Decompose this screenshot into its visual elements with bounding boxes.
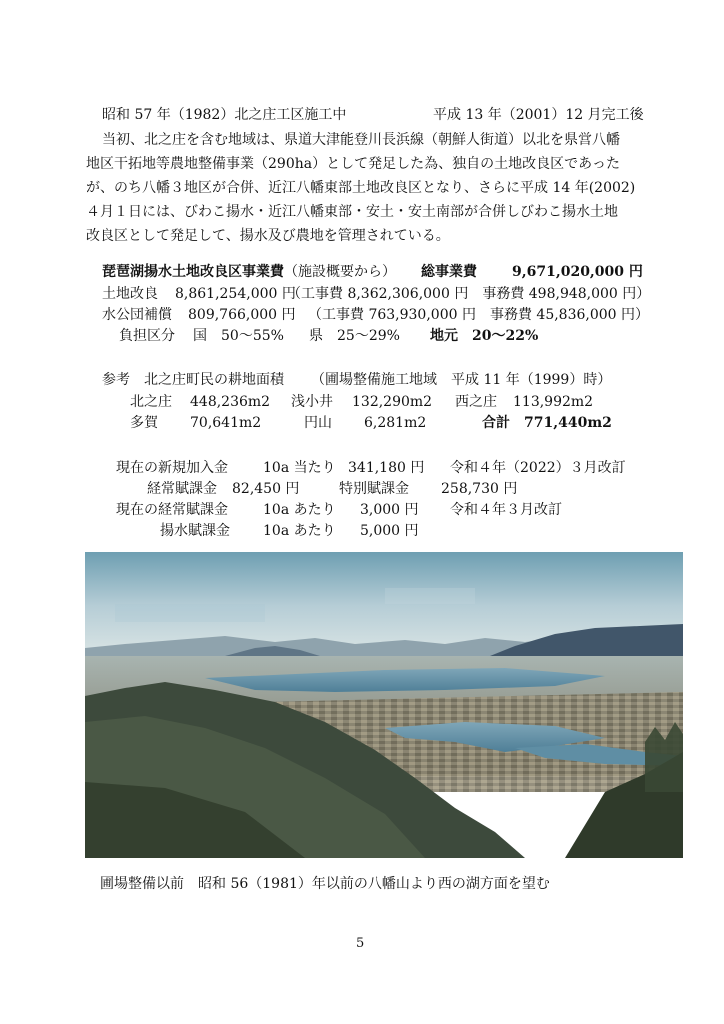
ref-taga-val: 70,641m2 <box>190 415 262 431</box>
ref-total-label: 合計 <box>482 415 510 431</box>
paragraph-line-1: 当初、北之庄を含む地域は、県道大津能登川長浜線（朝鮮人街道）以北を県営八幡 <box>102 132 620 148</box>
share-nation: 国 50～55% <box>193 328 284 344</box>
share-label: 負担区分 <box>119 328 175 344</box>
share-local: 地元 20～22% <box>430 328 539 344</box>
ref-maruyama-val: 6,281m2 <box>364 415 427 431</box>
water-label: 水公団補償 <box>102 307 172 323</box>
reference-note: （圃場整備施工地域 平成 11 年（1999）時） <box>311 372 612 388</box>
share-pref: 県 25～29% <box>309 328 400 344</box>
paragraph-line-4: ４月１日には、びわこ揚水・近江八幡東部・安土・安土南部が合併しびわこ揚水土地 <box>86 204 618 220</box>
fee-pump-label: 揚水賦課金 <box>160 523 230 539</box>
ref-nishinosho-name: 西之庄 <box>455 394 497 410</box>
land-value: 8,861,254,000 円 <box>175 286 296 302</box>
fee-current-val: 3,000 円 <box>360 502 419 518</box>
project-total-value: 9,671,020,000 円 <box>512 264 643 280</box>
project-title: 琵琶湖揚水土地改良区事業費 <box>102 264 284 280</box>
fee-new-val: 341,180 円 <box>348 460 425 476</box>
ref-taga-name: 多賀 <box>130 415 158 431</box>
landscape-photo <box>85 552 683 858</box>
reference-title: 参考 北之庄町民の耕地面積 <box>102 372 284 388</box>
water-detail: （工事費 763,930,000 円 事務費 45,836,000 円） <box>308 307 650 323</box>
ref-total-val: 771,440m2 <box>524 415 612 431</box>
fee-new-label: 現在の新規加入金 <box>116 460 228 476</box>
header-right: 平成 13 年（2001）12 月完工後 <box>433 107 644 123</box>
ref-kitanosho-val: 448,236m2 <box>190 394 271 410</box>
land-label: 土地改良 <box>102 286 158 302</box>
ref-nishinosho-val: 113,992m2 <box>513 394 594 410</box>
photo-caption: 圃場整備以前 昭和 56（1981）年以前の八幡山より西の湖方面を望む <box>100 876 550 892</box>
ref-asakoi-name: 浅小井 <box>291 394 333 410</box>
fee-special-label: 特別賦課金 <box>339 481 409 497</box>
land-detail: （工事費 8,362,306,000 円 事務費 498,948,000 円） <box>287 286 651 302</box>
fee-regular-label: 経常賦課金 <box>147 481 217 497</box>
paragraph-line-3: が、のち八幡３地区が合併、近江八幡東部土地改良区となり、さらに平成 14 年(2002) <box>86 180 636 196</box>
water-value: 809,766,000 円 <box>188 307 296 323</box>
fee-regular-val: 82,450 円 <box>232 481 300 497</box>
page-number: 5 <box>356 936 365 951</box>
fee-pump-val: 5,000 円 <box>360 523 419 539</box>
fee-special-val: 258,730 円 <box>441 481 518 497</box>
ref-asakoi-val: 132,290m2 <box>352 394 433 410</box>
paragraph-line-2: 地区干拓地等農地整備事業（290ha）として発足した為、独自の土地改良区であった <box>86 156 620 172</box>
ref-maruyama-name: 円山 <box>304 415 332 431</box>
project-title-note: （施設概要から） <box>284 264 396 280</box>
fee-current-label: 現在の経常賦課金 <box>116 502 228 518</box>
fee-new-unit: 10a 当たり <box>263 460 336 476</box>
fee-new-note: 令和４年（2022）３月改訂 <box>450 460 626 476</box>
project-title-row <box>102 263 396 281</box>
fee-pump-unit: 10a あたり <box>263 523 336 539</box>
fee-current-unit: 10a あたり <box>263 502 336 518</box>
project-total-label: 総事業費 <box>421 264 477 280</box>
header-left: 昭和 57 年（1982）北之庄工区施工中 <box>102 107 347 123</box>
fee-current-note: 令和４年３月改訂 <box>450 502 562 518</box>
paragraph-line-5: 改良区として発足して、揚水及び農地を管理されている。 <box>86 228 450 244</box>
ref-kitanosho-name: 北之庄 <box>130 394 172 410</box>
